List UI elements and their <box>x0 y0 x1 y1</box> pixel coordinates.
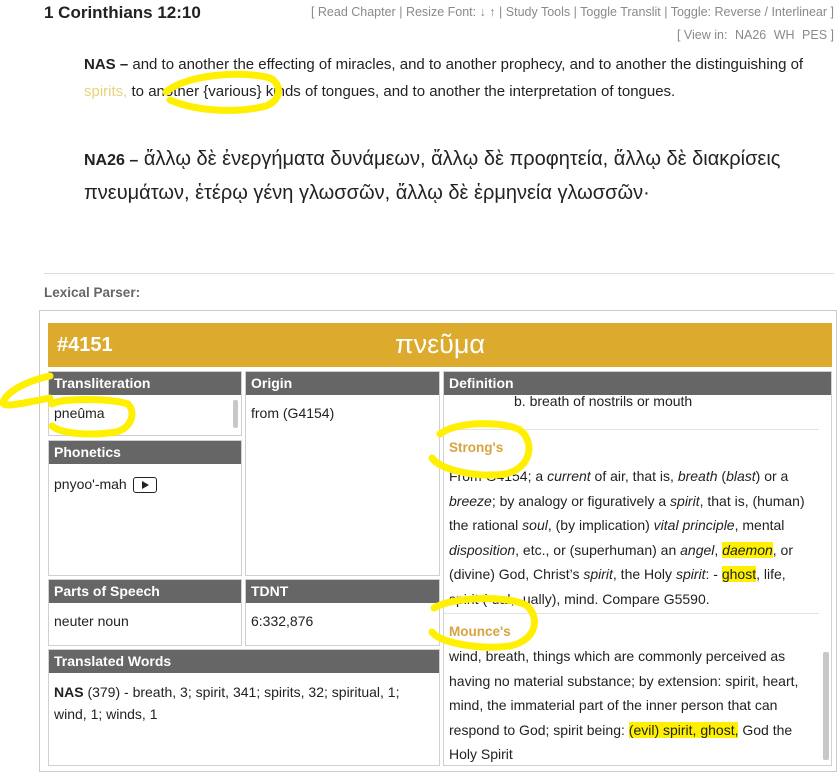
phonetics-value: pnyoo'-mah <box>54 476 127 492</box>
translated-words-header: Translated Words <box>49 650 439 673</box>
highlighter-mark-transliteration <box>3 376 132 434</box>
highlighter-mark-spirits <box>166 74 279 110</box>
view-in-na26-link[interactable]: NA26 <box>734 28 767 42</box>
transliteration-value: pneûma <box>54 405 105 421</box>
strongs-italic: current <box>547 468 591 484</box>
strongs-text: ; a <box>527 468 548 484</box>
strongs-italic: breath <box>677 468 718 484</box>
strongs-text: , life, spirit (-ual, -ually), mind. Compare G5590. <box>449 566 786 607</box>
parts-of-speech-value: neuter noun <box>54 613 129 629</box>
transliteration-header: Transliteration <box>49 372 241 395</box>
translated-words-version: NAS <box>54 684 84 700</box>
mounces-label: Mounce's <box>449 624 511 639</box>
strongs-highlight-ghost: ghost <box>721 566 757 582</box>
strongs-italic: angel <box>680 541 715 558</box>
strongs-text: of air, that is, <box>590 468 678 484</box>
strongs-italic: vital principle <box>653 517 735 533</box>
strongs-text: From <box>449 468 486 484</box>
definition-header: Definition <box>444 372 831 395</box>
toggle-translit-link[interactable]: Toggle Translit <box>580 5 661 19</box>
verse-reference: 1 Corinthians 12:10 <box>44 3 201 22</box>
highlighter-mark-mounces <box>432 599 534 648</box>
strongs-highlight-daemon: daemon <box>722 541 773 558</box>
strongs-label: Strong's <box>449 440 504 455</box>
tdnt-header: TDNT <box>246 580 439 603</box>
verse-toolbar: [ Read Chapter | Resize Font: ↓ ↑ | Study Tools | Toggle Translit | Toggle: Reverse / Interlinear ] <box>310 5 834 19</box>
definition-top-line: b. breath of nostrils or mouth <box>514 393 693 409</box>
parts-of-speech-header: Parts of Speech <box>49 580 241 603</box>
lexical-parser-label: Lexical Parser: <box>44 285 141 300</box>
strongs-text: , etc., or (superhuman) an <box>515 541 681 558</box>
strongs-italic: soul <box>522 517 548 533</box>
strongs-italic: spirit <box>583 566 613 582</box>
toggle-reverse-link[interactable]: Toggle: Reverse / Interlinear ] <box>670 5 834 19</box>
mounces-highlight: (evil) spirit, ghost, <box>628 721 739 738</box>
strongs-text: , or (divine) God, Christ’s <box>449 541 793 582</box>
strongs-text: ( <box>717 468 727 484</box>
view-in-pes-link[interactable]: PES ] <box>802 28 834 42</box>
study-tools-link[interactable]: Study Tools <box>505 5 571 19</box>
strongs-italic: breeze <box>449 492 492 509</box>
nas-highlight-word[interactable]: spirits, <box>84 83 128 100</box>
view-in-wh-link[interactable]: WH <box>773 28 795 42</box>
translated-words-list: (379) - breath, 3; spirit, 341; spirits, 32; spiritual, 1; wind, 1; winds, 1 <box>54 684 400 722</box>
na26-greek-text: ἄλλῳ δὲ ἐνεργήματα δυνάμεων, ἄλλῳ δὲ προφητεία, ἄλλῳ δὲ διακρίσεις πνευμάτων, ἑτέρῳ γένη γλωσσῶν, ἄλλῳ δὲ ἑρμηνεία γλωσσῶν· <box>84 148 781 204</box>
strongs-ref-g4154-link[interactable]: G4154 <box>485 468 528 484</box>
view-in-label: [ View in: <box>676 28 728 42</box>
strongs-number: #4151 <box>57 334 113 356</box>
strongs-text: , <box>714 541 723 558</box>
greek-headword: πνεῦμα <box>394 329 486 359</box>
origin-value: from (G4154) <box>251 405 335 421</box>
strongs-italic: spirit <box>670 492 700 509</box>
read-chapter-link[interactable]: [ Read Chapter <box>310 5 396 19</box>
nas-text-part1: and to another the effecting of miracles, and to another prophecy, and to another the distinguishing of <box>132 56 804 73</box>
mounces-text: God the Holy Spirit <box>449 721 793 762</box>
strongs-text: ) or a <box>755 468 789 484</box>
strongs-text: , mental <box>734 517 785 533</box>
strongs-text: , that is, (human) the rational <box>449 492 805 533</box>
strongs-italic: blast <box>726 468 756 484</box>
phonetics-header: Phonetics <box>49 441 241 464</box>
na26-label: NA26 – <box>84 152 139 169</box>
strongs-text: , the Holy <box>612 566 676 582</box>
strongs-text: , (by implication) <box>547 517 654 533</box>
strongs-italic: disposition <box>449 541 516 558</box>
nas-text-part2: to another {various} kinds of tongues, and to another the interpretation of tongues. <box>127 83 676 100</box>
origin-header: Origin <box>246 372 439 395</box>
strongs-text: : - <box>705 566 722 582</box>
resize-font-link[interactable]: Resize Font: ↓ ↑ <box>405 5 496 19</box>
mounces-text: wind, breath, things which are commonly perceived as having no material substance; by extension: spirit, heart, mind, the immaterial part of the inner person that can respond to God; spirit being: <box>449 648 799 738</box>
strongs-italic: spirit <box>675 566 706 582</box>
highlighter-mark-strongs <box>432 424 529 475</box>
tdnt-value: 6:332,876 <box>251 613 314 629</box>
nas-label: NAS – <box>84 56 129 73</box>
strongs-text: ; by analogy or figuratively a <box>491 492 671 509</box>
